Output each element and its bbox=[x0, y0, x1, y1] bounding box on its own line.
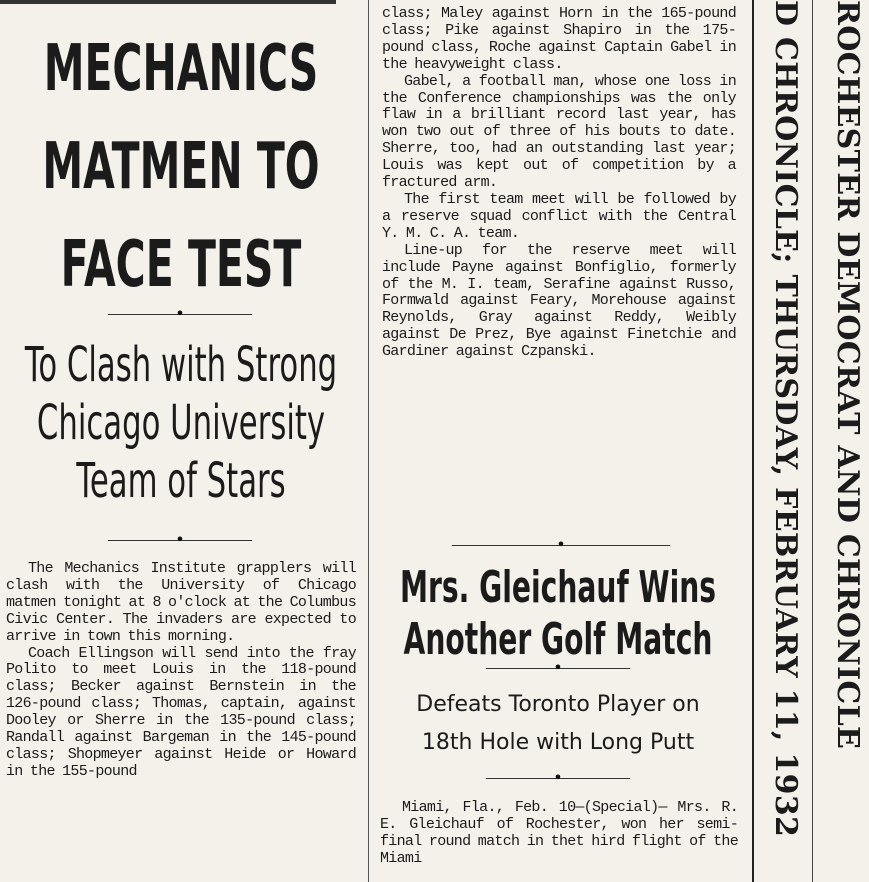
subheadline-line: To Clash with Strong bbox=[24, 337, 338, 393]
column-middle bbox=[376, 0, 740, 882]
column-rule bbox=[368, 0, 369, 882]
body-paragraph: The Mechanics Institute grapplers will clash with the University of Chicago matmen tonight at 8 o'clock at the Columbus Civic Center. The invaders are expected to arrive in town this morning. bbox=[6, 560, 356, 645]
subheadline-line: Team of Stars bbox=[76, 453, 286, 509]
article-headline bbox=[380, 562, 736, 666]
subheadline-line: Defeats Toronto Player on bbox=[416, 692, 700, 717]
body-paragraph: Gabel, a football man, whose one loss in the Conference championships was the only flaw in a brilliant record last year, has won two out of three of his bouts to date. Sherre, too, had an outstanding last year; Louis was kept out of competition by a fractured arm. bbox=[382, 72, 736, 192]
column-rule bbox=[812, 0, 813, 882]
headline-line: FACE TEST bbox=[60, 228, 302, 302]
article-divider bbox=[452, 545, 670, 546]
masthead-date-line: D CHRONICLE; THURSDAY, FEBRUARY 11, 1932 bbox=[768, 0, 803, 838]
headline-divider bbox=[108, 314, 252, 315]
article-headline bbox=[6, 20, 355, 314]
subheadline-line: Chicago University bbox=[36, 395, 326, 451]
article-body bbox=[380, 800, 738, 868]
body-paragraph: The first team meet will be followed by a reserve squad conflict with the Central Y. M. C. A. team. bbox=[382, 190, 736, 242]
article-subheadline bbox=[376, 686, 740, 762]
column-rule bbox=[752, 0, 754, 882]
headline-line: MECHANICS bbox=[43, 32, 319, 106]
headline-divider bbox=[486, 668, 630, 669]
subheadline-line: 18th Hole with Long Putt bbox=[421, 730, 695, 755]
column-left bbox=[0, 0, 362, 882]
headline-line: MATMEN TO bbox=[42, 130, 320, 204]
body-paragraph: Coach Ellingson will send into the fray Polito to meet Louis in the 118-pound class; Becker against Bernstein in the 126-pound class; Thomas, captain, against Dooley or Sherre in the 135-pound class; Randall against Bargeman in the 145-pound class; Shopmeyer against Heide or Howard in the 155-pound bbox=[6, 644, 356, 780]
article-body-continued bbox=[382, 6, 736, 361]
body-paragraph: Miami, Fla., Feb. 10—(Special)— Mrs. R. E. Gleichauf of Rochester, won her semi-final round match in thet hird flight of the Miami bbox=[380, 799, 738, 867]
article-body bbox=[6, 561, 356, 781]
masthead-paper-name: ROCHESTER DEMOCRAT AND CHRONICLE bbox=[830, 0, 865, 750]
deck-divider bbox=[108, 540, 252, 541]
article-subheadline bbox=[6, 336, 355, 510]
body-paragraph: class; Maley against Horn in the 165-pound class; Pike against Shapiro in the 175-pound class, Roche against Captain Gabel in the heavyweight class. bbox=[382, 5, 736, 73]
headline-line: Another Golf Match bbox=[403, 614, 713, 665]
deck-divider bbox=[486, 778, 630, 779]
body-paragraph: Line-up for the reserve meet will include Payne against Bonfiglio, formerly of the M. I. team, Serafine against Russo, Formwald against Feary, Morehouse against Reynolds, Gray against Reddy, Weibly against De Prez, Bye against Finetchie and Gardiner against Czpanski. bbox=[382, 241, 736, 361]
headline-line: Mrs. Gleichauf Wins bbox=[399, 562, 717, 613]
